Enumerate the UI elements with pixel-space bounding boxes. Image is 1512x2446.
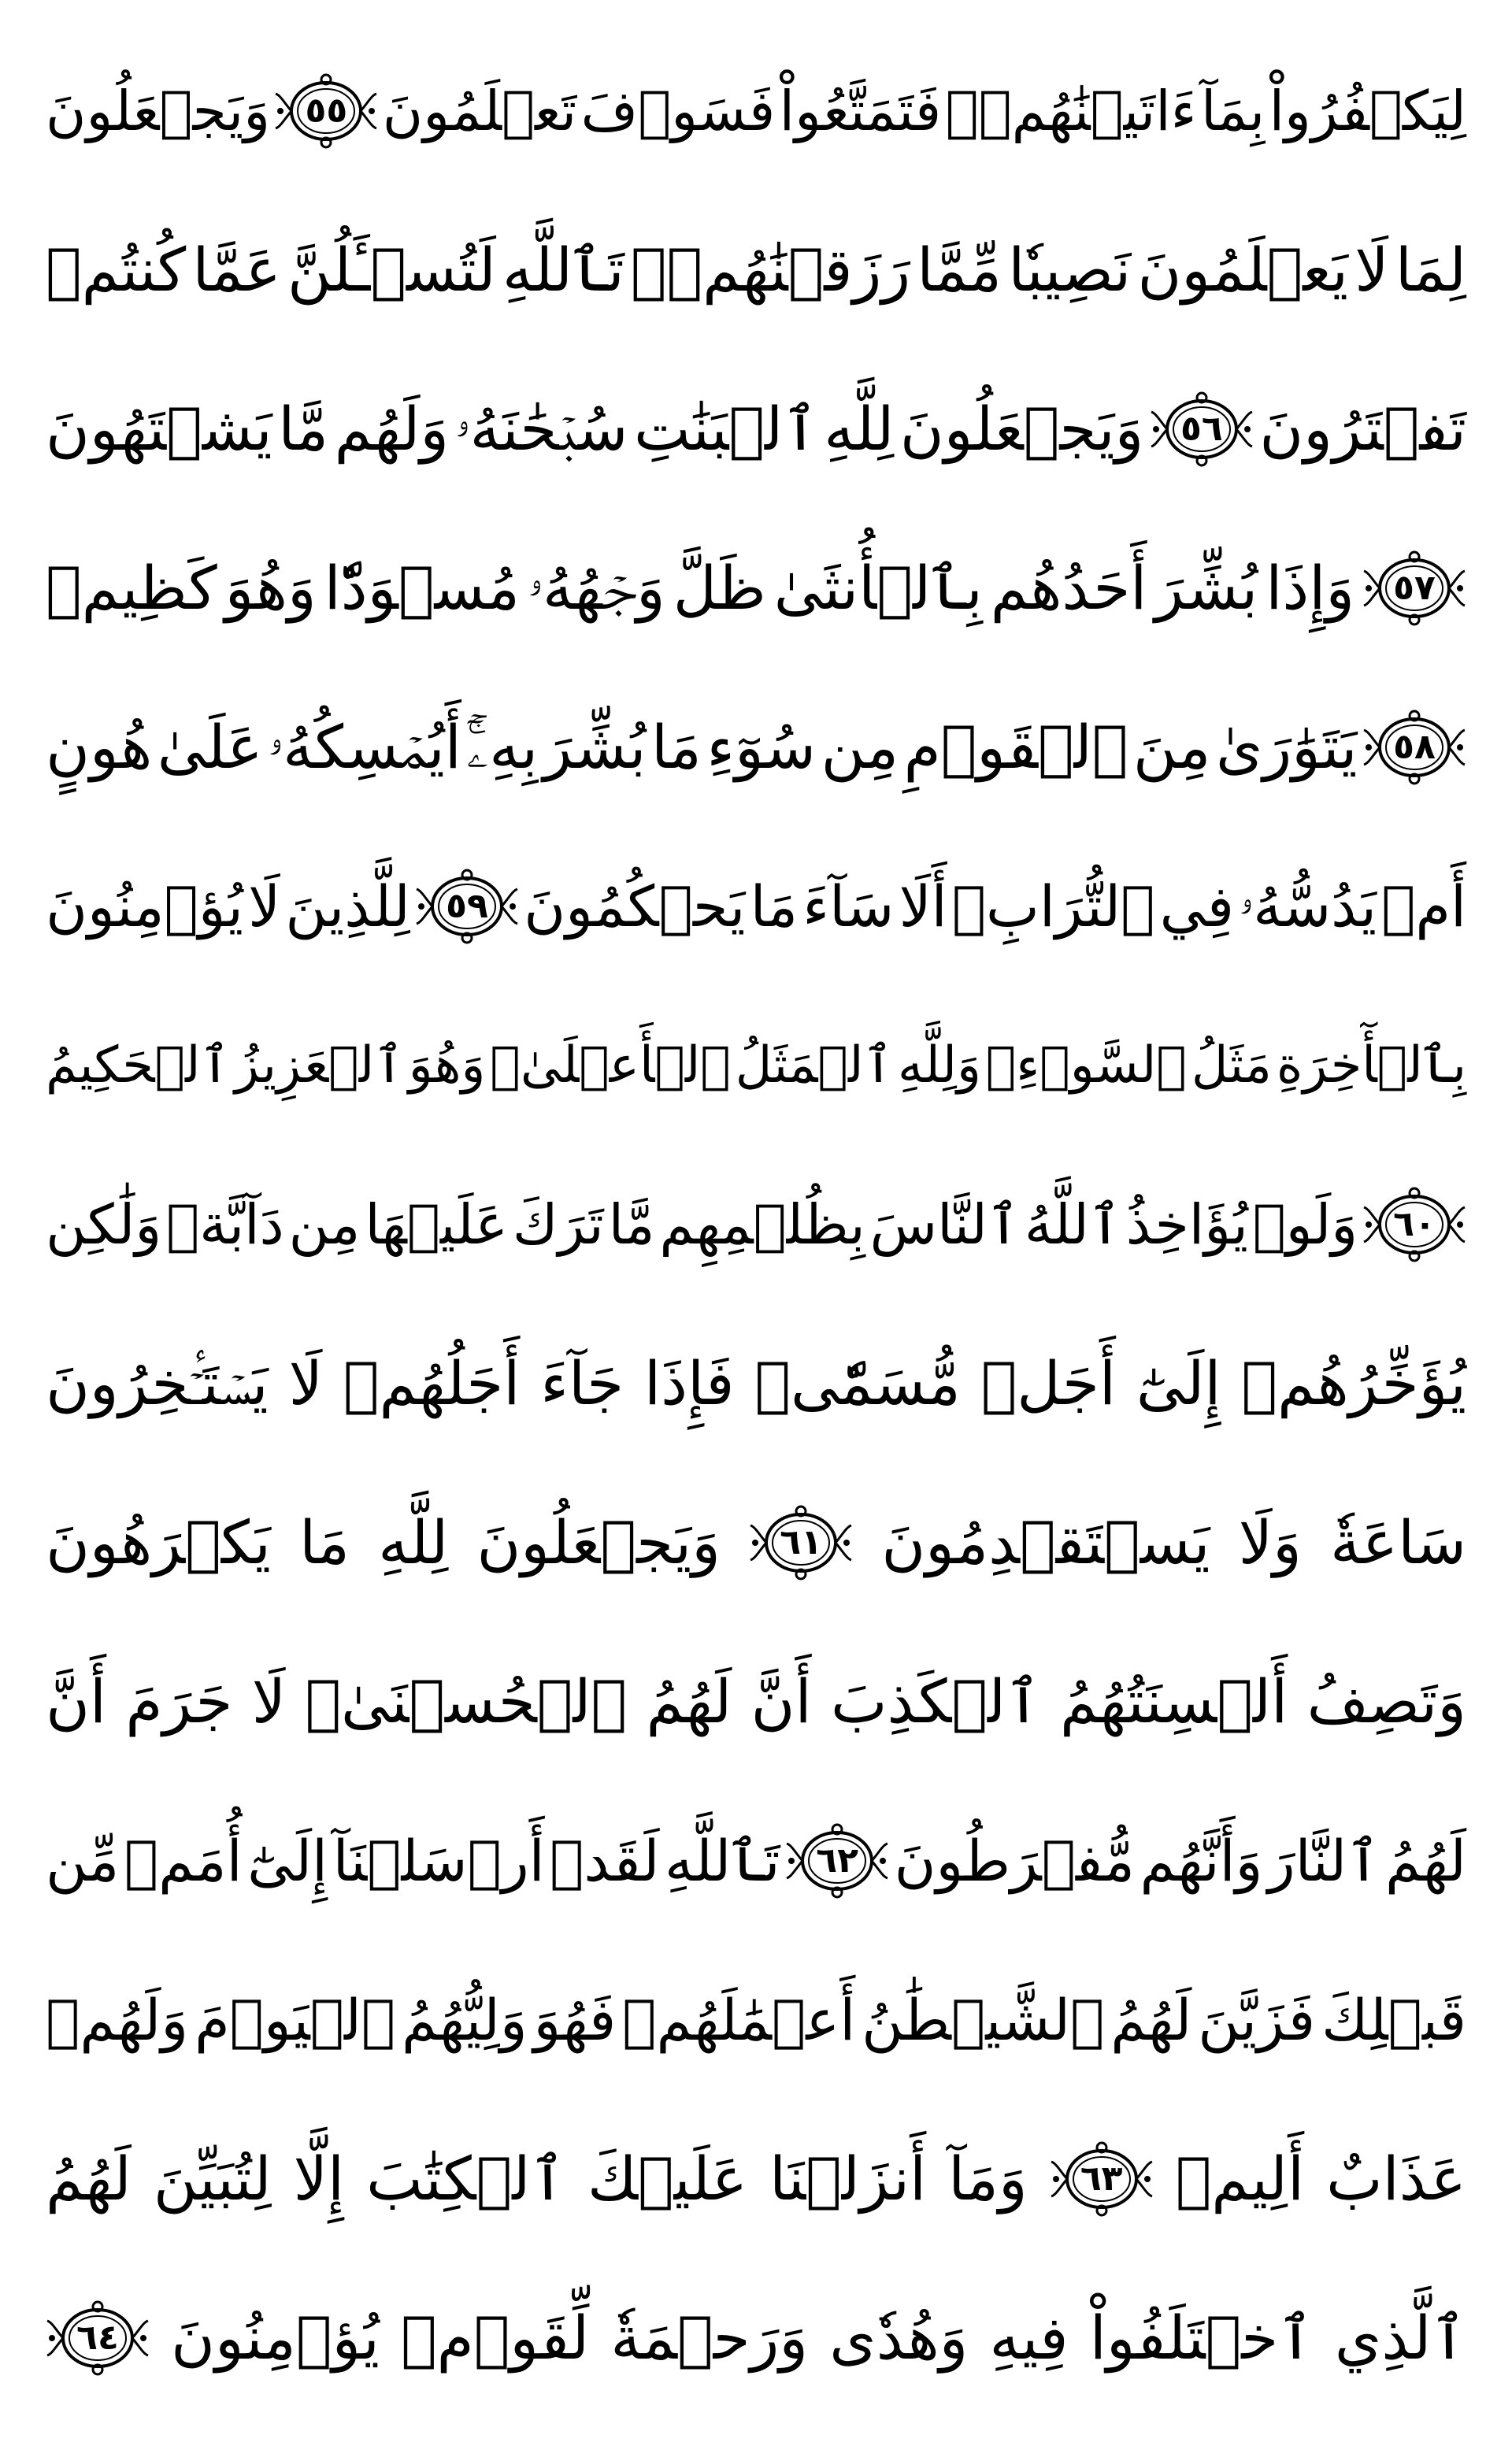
verse-word: وَإِذَا bbox=[1266, 553, 1355, 623]
verse-word: وَيَجۡعَلُونَ bbox=[476, 1507, 721, 1577]
verse-word: سُوٓءِ bbox=[706, 712, 817, 782]
verse-word: بِٱلۡأُنثَىٰ bbox=[773, 553, 983, 623]
verse-word: مَّا bbox=[608, 1192, 655, 1257]
verse-word: مِن bbox=[288, 1192, 361, 1257]
verse-word: وَلَا bbox=[1238, 1507, 1302, 1577]
verse-word: وَلِلَّهِ bbox=[897, 1036, 981, 1095]
verse-word: أَلۡسِنَتُهُمُ bbox=[1060, 1666, 1288, 1736]
verse-word: لِلَّهِ bbox=[824, 394, 895, 464]
verse-word: وَلَوۡ bbox=[1252, 1192, 1358, 1257]
verse-word: وَهُوَ bbox=[408, 1036, 486, 1095]
verse-word: أَلَا bbox=[899, 873, 947, 939]
verse-line bbox=[44, 668, 1468, 827]
verse-word: مَثَلُ bbox=[1191, 1036, 1272, 1095]
verse-word: ٱلۡحَكِيمُ bbox=[46, 1036, 230, 1095]
verse-word: وَلَهُمۡ bbox=[46, 1987, 189, 2053]
verse-line bbox=[44, 1781, 1468, 1940]
verse-line bbox=[44, 509, 1468, 668]
verse-word: أَنزَلۡنَا bbox=[769, 2144, 927, 2214]
verse-line bbox=[44, 32, 1468, 191]
verse-word: عَلَيۡكَ bbox=[587, 2144, 748, 2214]
verse-word: أَيُمۡسِكُهُۥ bbox=[268, 712, 461, 782]
ayah-number: ٦٢ bbox=[816, 1840, 858, 1881]
verse-line bbox=[44, 2099, 1468, 2259]
verse-word: أَعۡمَٰلَهُمۡ bbox=[622, 1987, 856, 2053]
ayah-number: ٦٣ bbox=[1080, 2159, 1123, 2199]
verse-word: يُؤۡمِنُونَ bbox=[46, 873, 243, 939]
verse-word: مِنَ bbox=[1132, 712, 1211, 782]
verse-line bbox=[44, 986, 1468, 1145]
verse-word: وَهُوَ bbox=[224, 553, 317, 623]
verse-line bbox=[44, 2259, 1468, 2418]
verse-word: لِمَا bbox=[1395, 235, 1466, 305]
verse-word: بِٱلۡأٓخِرَةِ bbox=[1276, 1036, 1466, 1095]
verse-word: ٱلۡأَعۡلَىٰۚ bbox=[490, 1036, 731, 1095]
ayah-number-marker bbox=[1048, 2135, 1155, 2223]
verse-word: ٱلنَّارَ bbox=[1267, 1828, 1380, 1894]
verse-word: مِن bbox=[821, 712, 899, 782]
verse-word: عَمَّا bbox=[192, 235, 281, 305]
verse-word: وَأَنَّهُم bbox=[1140, 1828, 1263, 1894]
verse-word: يَسۡتَقۡدِمُونَ bbox=[881, 1507, 1210, 1577]
verse-word: مُّفۡرَطُونَ bbox=[894, 1828, 1135, 1894]
verse-word: إِلَّا bbox=[293, 2144, 345, 2214]
verse-word: كَظِيمٞ bbox=[46, 553, 217, 623]
verse-word: مَا bbox=[299, 1507, 350, 1577]
verse-word: يَشۡتَهُونَ bbox=[46, 394, 272, 464]
verse-word: تَٱللَّهِ bbox=[664, 1828, 780, 1894]
verse-word: أَحَدُهُم bbox=[990, 553, 1147, 623]
verse-word: ٱلۡيَوۡمَ bbox=[195, 1987, 396, 2053]
verse-word: عَلَىٰ bbox=[157, 712, 263, 782]
verse-word: رَزَقۡنَٰهُمۡۗ bbox=[630, 235, 911, 305]
verse-word: وَلَٰكِن bbox=[46, 1192, 162, 1257]
verse-word: قَبۡلِكَ bbox=[1321, 1987, 1466, 2053]
ayah-number-marker bbox=[1148, 385, 1255, 473]
verse-word: يَسۡتَـٔۡخِرُونَ bbox=[46, 1348, 269, 1418]
verse-word: سَآءَ bbox=[802, 873, 895, 939]
verse-word: ٱلۡقَوۡمِ bbox=[903, 712, 1128, 782]
verse-word: لَقَدۡ bbox=[550, 1828, 660, 1894]
verse-word: وَلَهُم bbox=[334, 394, 450, 464]
verse-word: فَسَوۡفَ bbox=[580, 79, 776, 143]
verse-word: لَتُسۡـَٔلُنَّ bbox=[287, 235, 496, 305]
verse-word: ٱلۡحُسۡنَىٰۖ bbox=[305, 1666, 628, 1736]
verse-word: فِيهِ bbox=[989, 2303, 1069, 2373]
ayah-number: ٥٨ bbox=[1393, 727, 1436, 767]
verse-word: تَرَكَ bbox=[512, 1192, 604, 1257]
verse-word: ٱلۡمَثَلُ bbox=[735, 1036, 893, 1095]
verse-word: ٱللَّهُ bbox=[1024, 1192, 1121, 1257]
verse-word: وَجۡهُهُۥ bbox=[527, 553, 665, 623]
verse-word: لَهُمُ bbox=[46, 2144, 132, 2214]
verse-word: مِّمَّا bbox=[917, 235, 1002, 305]
ayah-number-marker bbox=[747, 1499, 854, 1587]
verse-word: نَصِيبٗا bbox=[1008, 235, 1132, 305]
verse-word: أَنَّ bbox=[750, 1666, 812, 1736]
verse-word: بُشِّرَ bbox=[1154, 553, 1258, 623]
verse-word: مِّن bbox=[46, 1828, 120, 1894]
ayah-number-marker bbox=[1361, 703, 1468, 791]
verse-word: بِظُلۡمِهِم bbox=[659, 1192, 865, 1257]
verse-word: وَيَجۡعَلُونَ bbox=[46, 79, 271, 143]
verse-word: ٱلۡكَذِبَ bbox=[830, 1666, 1041, 1736]
verse-word: أَنَّ bbox=[46, 1666, 107, 1736]
verse-word: تَٱللَّهِ bbox=[502, 235, 624, 305]
verse-word: ٱلۡكِتَٰبَ bbox=[366, 2144, 565, 2214]
verse-word: وَرَحۡمَةٗ bbox=[610, 2303, 809, 2373]
verse-word: عَذَابٌ bbox=[1326, 2144, 1466, 2214]
verse-word: إِلَىٰٓ bbox=[247, 1828, 328, 1894]
verse-word: يَدُسُّهُۥ bbox=[1239, 873, 1377, 939]
verse-word: بِهِۦٓۚ bbox=[466, 712, 539, 782]
verse-word: أَجَلٖ bbox=[980, 1348, 1116, 1418]
verse-word: لَا bbox=[1354, 235, 1389, 305]
verse-word: فَإِذَا bbox=[644, 1348, 735, 1418]
verse-word: يَتَوَٰرَىٰ bbox=[1215, 712, 1358, 782]
verse-lines bbox=[44, 32, 1468, 2418]
verse-word: فَهُوَ bbox=[533, 1987, 617, 2053]
verse-line bbox=[44, 1304, 1468, 1463]
verse-word: جَرَمَ bbox=[125, 1666, 233, 1736]
verse-word: هُونٍ bbox=[46, 712, 153, 782]
verse-word: وَتَصِفُ bbox=[1306, 1666, 1466, 1736]
verse-line bbox=[44, 191, 1468, 350]
verse-word: ٱلشَّيۡطَٰنُ bbox=[862, 1987, 1105, 2053]
verse-word: لَهُمُ bbox=[646, 1666, 732, 1736]
verse-word: ٱلسَّوۡءِۖ bbox=[985, 1036, 1187, 1095]
verse-line bbox=[44, 350, 1468, 509]
verse-word: لَهُمُ bbox=[1110, 1987, 1192, 2053]
verse-word: وَهُدٗى bbox=[829, 2303, 969, 2373]
verse-word: عَلَيۡهَا bbox=[365, 1192, 508, 1257]
ayah-number: ٥٥ bbox=[305, 91, 348, 131]
verse-word: مُّسَمّٗىۖ bbox=[754, 1348, 961, 1418]
verse-word: أَرۡسَلۡنَآ bbox=[332, 1828, 545, 1894]
verse-word: تَفۡتَرُونَ bbox=[1259, 394, 1466, 464]
ayah-number: ٦١ bbox=[780, 1522, 822, 1562]
verse-word: سَاعَةٗ bbox=[1330, 1507, 1466, 1577]
verse-word: لَا bbox=[248, 873, 281, 939]
ayah-number: ٦٤ bbox=[76, 2318, 119, 2358]
verse-word: أَمۡ bbox=[1381, 873, 1466, 939]
verse-word: ظَلَّ bbox=[673, 553, 766, 623]
verse-word: مَا bbox=[750, 873, 799, 939]
verse-word: ٱلنَّاسَ bbox=[869, 1192, 1020, 1257]
ayah-number-marker bbox=[784, 1817, 891, 1905]
verse-word: وَلِيُّهُمُ bbox=[402, 1987, 528, 2053]
verse-word: وَيَجۡعَلُونَ bbox=[899, 394, 1144, 464]
verse-line bbox=[44, 1622, 1468, 1781]
verse-line bbox=[44, 827, 1468, 986]
ayah-number-marker bbox=[44, 2294, 151, 2382]
verse-word: ٱلۡبَنَٰتِ bbox=[633, 394, 818, 464]
verse-word: بِمَآ bbox=[1200, 79, 1266, 143]
verse-word: سُبۡحَٰنَهُۥ bbox=[454, 394, 628, 464]
verse-word: فَتَمَتَّعُواْ bbox=[779, 79, 942, 143]
verse-word: لِتُبَيِّنَ bbox=[153, 2144, 272, 2214]
ayah-number: ٥٩ bbox=[446, 886, 488, 926]
verse-word: يُؤَخِّرُهُمۡ bbox=[1241, 1348, 1466, 1418]
verse-word: مُسۡوَدّٗا bbox=[324, 553, 520, 623]
verse-line bbox=[44, 1940, 1468, 2099]
verse-word: يَعۡلَمُونَ bbox=[1137, 235, 1349, 305]
verse-word: أَجَلُهُمۡ bbox=[343, 1348, 521, 1418]
verse-word: أُمَمٖ bbox=[124, 1828, 243, 1894]
verse-word: بُشِّرَ bbox=[543, 712, 647, 782]
verse-word: أَلِيمٞ bbox=[1175, 2144, 1305, 2214]
verse-word: لِّقَوۡمٖ bbox=[401, 2303, 590, 2373]
verse-word: ٱخۡتَلَفُواْ bbox=[1089, 2303, 1314, 2373]
verse-word: ٱلتُّرَابِۗ bbox=[951, 873, 1155, 939]
verse-word: لِلَّذِينَ bbox=[285, 873, 410, 939]
verse-word: دَآبَّةٖ bbox=[166, 1192, 284, 1257]
ayah-number-marker bbox=[1361, 1180, 1468, 1269]
verse-word: فِي bbox=[1159, 873, 1235, 939]
verse-word: جَآءَ bbox=[540, 1348, 624, 1418]
verse-word: فَزَيَّنَ bbox=[1198, 1987, 1316, 2053]
verse-line bbox=[44, 1145, 1468, 1304]
verse-word: مَّا bbox=[278, 394, 329, 464]
ayah-number: ٥٦ bbox=[1180, 409, 1223, 449]
ayah-number: ٦٠ bbox=[1393, 1204, 1436, 1244]
verse-word: لَهُمُ bbox=[1384, 1828, 1466, 1894]
verse-word: تَعۡلَمُونَ bbox=[382, 79, 577, 143]
verse-word: كُنتُمۡ bbox=[46, 235, 187, 305]
verse-word: يَكۡرَهُونَ bbox=[46, 1507, 271, 1577]
verse-word: إِلَىٰٓ bbox=[1136, 1348, 1221, 1418]
verse-word: ءَاتَيۡنَٰهُمۡۚ bbox=[945, 79, 1197, 143]
ayah-number: ٥٧ bbox=[1393, 568, 1436, 608]
verse-word: يَحۡكُمُونَ bbox=[524, 873, 746, 939]
verse-word: مَا bbox=[651, 712, 702, 782]
verse-word: ٱلۡعَزِيزُ bbox=[234, 1036, 404, 1095]
verse-word: لَا bbox=[251, 1666, 287, 1736]
verse-word: ٱلَّذِي bbox=[1334, 2303, 1466, 2373]
verse-line bbox=[44, 1463, 1468, 1622]
verse-word: وَمَآ bbox=[948, 2144, 1028, 2214]
verse-word: يُؤۡمِنُونَ bbox=[171, 2303, 380, 2373]
verse-word: لِيَكۡفُرُواْ bbox=[1269, 79, 1466, 143]
verse-word: يُؤَاخِذُ bbox=[1125, 1192, 1248, 1257]
verse-word: لَا bbox=[288, 1348, 323, 1418]
verse-word: لِلَّهِ bbox=[378, 1507, 449, 1577]
ayah-number-marker bbox=[272, 67, 380, 155]
ayah-number-marker bbox=[413, 862, 521, 951]
ayah-number-marker bbox=[1361, 544, 1468, 632]
